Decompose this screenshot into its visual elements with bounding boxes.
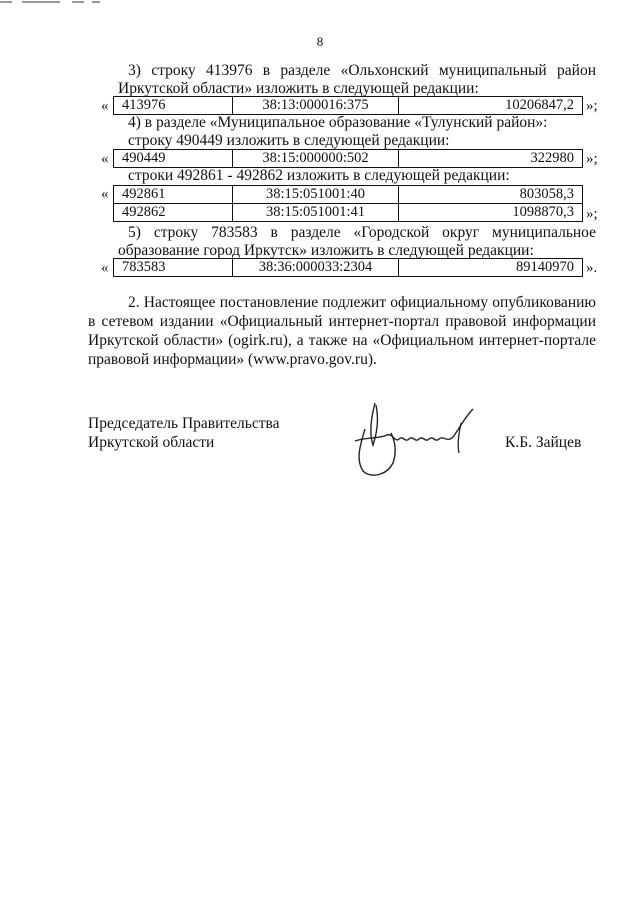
quote-open: « — [101, 98, 109, 114]
table-cell: 413976 — [114, 97, 233, 115]
table-cell: 492861 — [114, 186, 233, 204]
table-cell: 490449 — [114, 150, 233, 168]
table-row — [114, 186, 583, 204]
section2-line1: 2. Настоящее постановление подлежит официальному опубликованию — [128, 294, 596, 311]
quote-close: »; — [586, 206, 598, 222]
handwritten-signature — [335, 393, 495, 483]
table-cell: 38:36:000033:2304 — [233, 259, 399, 277]
table-cell: 38:15:051001:41 — [233, 204, 399, 222]
table-row — [114, 150, 583, 168]
table-row — [114, 97, 583, 115]
signer-name: К.Б. Зайцев — [505, 434, 582, 451]
item3-line2: Иркутской области» изложить в следующей редакции: — [118, 80, 479, 97]
table-cell: 492862 — [114, 204, 233, 222]
table-row — [114, 259, 583, 277]
table-item3 — [113, 96, 583, 115]
table-row — [114, 204, 583, 222]
signatory-title-line2: Иркутской области — [88, 434, 215, 451]
section2-line3: Иркутской области» (ogirk.ru), а также на «Официальном интернет-портале — [88, 332, 596, 349]
section2-line2: в сетевом издании «Официальный интернет-портал правовой информации — [88, 313, 596, 330]
quote-open: « — [101, 151, 109, 167]
table-item4b — [113, 185, 583, 222]
item4-line1: 4) в разделе «Муниципальное образование «Тулунский район»: — [128, 114, 548, 131]
table-item4 — [113, 149, 583, 168]
signatory-title-line1: Председатель Правительства — [88, 415, 280, 432]
item3-line1: 3) строку 413976 в разделе «Ольхонский муниципальный район — [128, 62, 596, 79]
page-number: 8 — [316, 34, 324, 49]
quote-close: »; — [586, 151, 598, 167]
table-cell: 38:15:051001:40 — [233, 186, 399, 204]
table-cell: 38:15:000000:502 — [233, 150, 399, 168]
table-cell: 10206847,2 — [399, 97, 583, 115]
quote-open: « — [101, 186, 109, 202]
item4b-line1: строки 492861 - 492862 изложить в следующей редакции: — [128, 167, 510, 184]
quote-open: « — [101, 260, 109, 276]
table-cell: 783583 — [114, 259, 233, 277]
table-cell: 803058,3 — [399, 186, 583, 204]
signatory-title — [88, 414, 280, 452]
table-cell: 322980 — [399, 150, 583, 168]
section2-line4: правовой информации» (www.pravo.gov.ru). — [88, 351, 377, 368]
table-cell: 89140970 — [399, 259, 583, 277]
quote-close: ». — [586, 260, 598, 276]
item4-line2: строку 490449 изложить в следующей редакции: — [128, 132, 450, 149]
table-cell: 1098870,3 — [399, 204, 583, 222]
item5-line2: образование город Иркутск» изложить в следующей редакции: — [118, 242, 534, 259]
table-cell: 38:13:000016:375 — [233, 97, 399, 115]
quote-close: »; — [586, 98, 598, 114]
table-item5 — [113, 258, 583, 277]
scan-corner-marks — [0, 0, 110, 8]
item5-line1: 5) строку 783583 в разделе «Городской округ муниципальное — [128, 224, 596, 241]
